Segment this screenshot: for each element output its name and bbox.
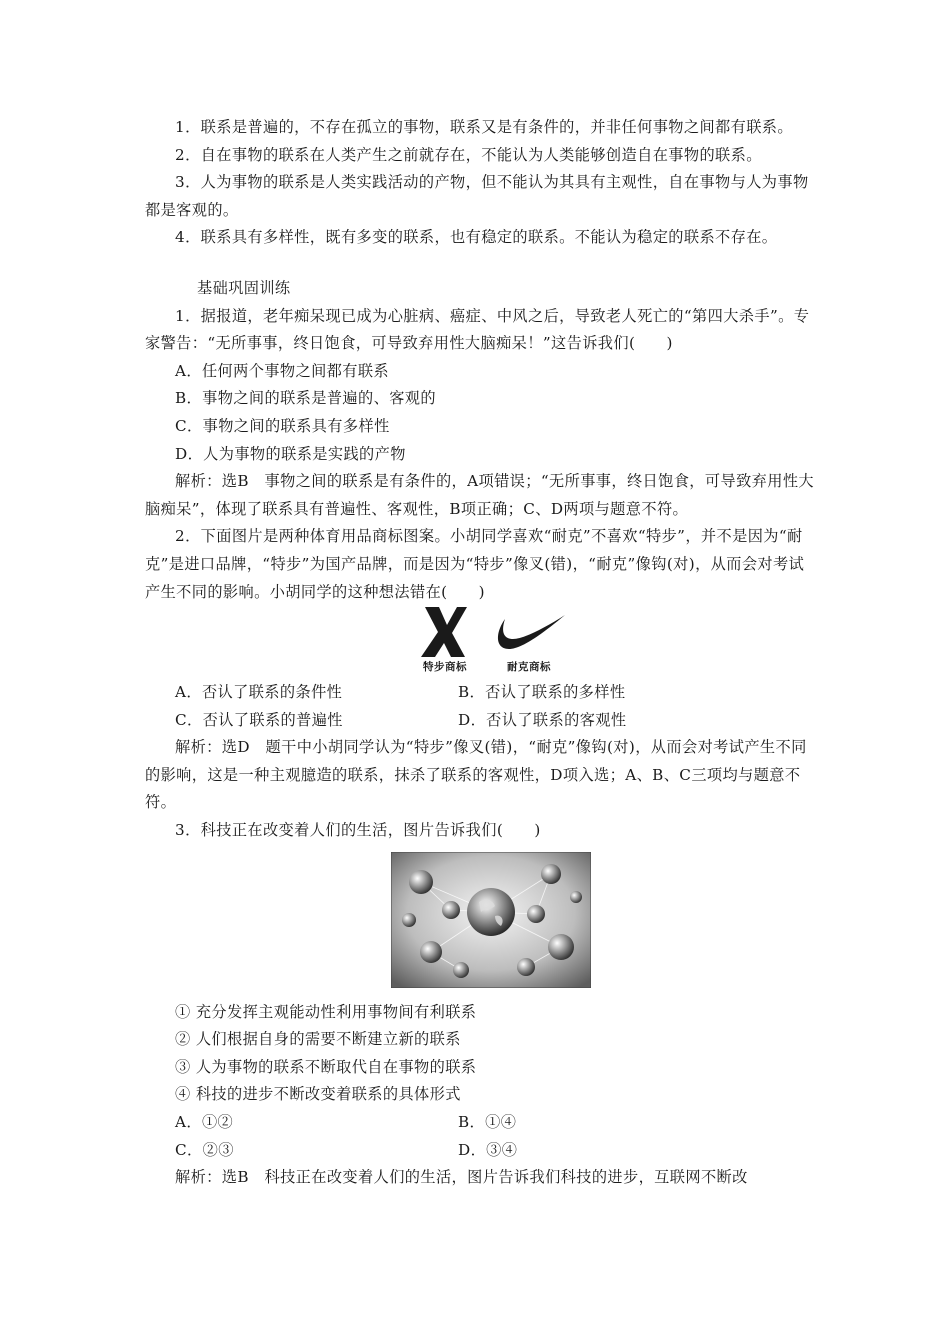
summary-point-3: 3．人为事物的联系是人类实践活动的产物，但不能认为其具有主观性，自在事物与人为事物都是客观的。 [145,173,809,219]
q2-option-a: A．否认了联系的条件性 [175,683,343,702]
nike-swoosh-icon [493,611,565,655]
q2-option-b: B．否认了联系的多样性 [458,683,626,702]
q3-analysis: 解析：选B 科技正在改变着人们的生活，图片告诉我们科技的进步，互联网不断改 [175,1168,748,1187]
q3-option-c: C．②③ [175,1140,234,1159]
q3-statement-2: ② 人们根据自身的需要不断建立新的联系 [175,1030,461,1049]
section-title: 基础巩固训练 [197,278,291,297]
q3-statement-4: ④ 科技的进步不断改变着联系的具体形式 [175,1085,461,1104]
q3-figure [145,852,817,994]
q1-option-d: D．人为事物的联系是实践的产物 [175,444,406,463]
summary-point-2: 2．自在事物的联系在人类产生之前就存在，不能认为人类能够创造自在事物的联系。 [175,145,762,164]
q3-option-b: B．①④ [458,1113,517,1132]
q1-option-b: B．事物之间的联系是普遍的、客观的 [175,389,436,408]
q3-statement-3: ③ 人为事物的联系不断取代自在事物的联系 [175,1057,477,1076]
q1-analysis: 解析：选B 事物之间的联系是有条件的，A项错误；“无所事事，终日饱食，可导致弃用性大脑痴呆”，体现了联系具有普遍性、客观性，B项正确；C、D两项与题意不符。 [145,472,815,518]
q3-statement-1: ① 充分发挥主观能动性利用事物间有利联系 [175,1002,477,1021]
brand-logos-figure [145,607,817,677]
q1-stem: 1．据报道，老年痴呆现已成为心脏病、癌症、中风之后，导致老人死亡的“第四大杀手”。专家警告：“无所事事，终日饱食，可导致弃用性大脑痴呆！”这告诉我们( ) [145,306,810,353]
xtep-logo-icon [421,607,469,657]
q2-stem: 2．下面图片是两种体育用品商标图案。小胡同学喜欢“耐克”不喜欢“特步”，并不是因为“耐克”是进口品牌，“特步”为国产品牌，而是因为“特步”像叉(错)，“耐克”像钩(对)，从而会对考试产生不同的影响。小胡同学的这种想法错在( ) [145,527,805,601]
q2-option-d: D．否认了联系的客观性 [458,710,627,729]
xtep-logo-caption: 特步商标 [423,661,467,674]
summary-point-1: 1．联系是普遍的，不存在孤立的事物，联系又是有条件的，并非任何事物之间都有联系。 [175,118,793,136]
q2-analysis: 解析：选D 题干中小胡同学认为“特步”像叉(错)，“耐克”像钩(对)，从而会对考试产生不同的影响，这是一种主观臆造的联系，抹杀了联系的客观性，D项入选；A、B、C三项均与题意不符。 [145,738,807,812]
q3-option-d: D．③④ [458,1140,518,1159]
q2-option-c: C．否认了联系的普遍性 [175,710,343,729]
q3-options-row-2 [145,1137,817,1165]
q2-options-row-1 [145,679,817,707]
q3-option-a: A．①② [175,1113,234,1132]
summary-point-4: 4．联系具有多样性，既有多变的联系，也有稳定的联系。不能认为稳定的联系不存在。 [175,228,778,247]
q1-option-c: C．事物之间的联系具有多样性 [175,416,390,435]
document-page [145,114,817,1192]
nike-logo-caption: 耐克商标 [507,661,551,674]
q3-options-row-1 [145,1109,817,1137]
q2-options-row-2 [145,707,817,735]
network-globe-image [391,852,591,988]
q3-stem: 3．科技正在改变着人们的生活，图片告诉我们( ) [175,821,541,840]
q1-option-a: A．任何两个事物之间都有联系 [175,361,390,380]
